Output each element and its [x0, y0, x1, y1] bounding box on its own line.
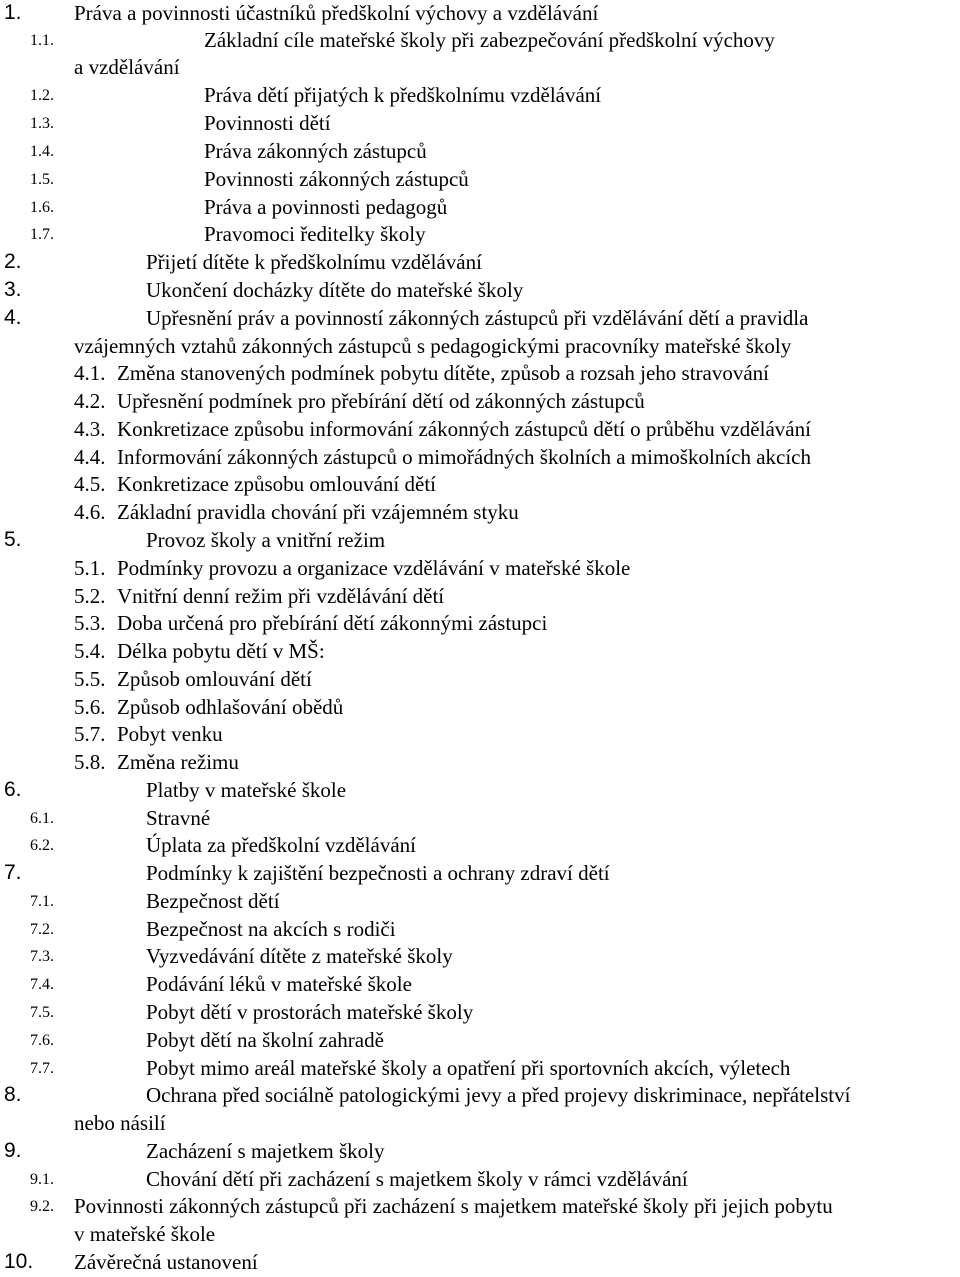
- entry-title: Pobyt dětí na školní zahradě: [146, 1028, 384, 1052]
- toc-entry-continuation: [0, 54, 960, 82]
- toc-entry: [0, 166, 960, 194]
- entry-number: 3.: [4, 278, 22, 301]
- toc-entry: [0, 721, 960, 749]
- entry-number: 7.1.: [30, 893, 54, 910]
- entry-number: 4.1.: [74, 361, 106, 385]
- entry-title: Upřesnění podmínek pro přebírání dětí od zákonných zástupců: [117, 389, 645, 413]
- entry-title: Způsob odhlašování obědů: [117, 695, 344, 719]
- toc-entry: [0, 27, 960, 55]
- toc-entry: [0, 194, 960, 222]
- toc-entry-continuation: [0, 1110, 960, 1138]
- toc-entry: [0, 1193, 960, 1221]
- entry-title: Provoz školy a vnitřní režim: [146, 528, 386, 552]
- entry-title: Chování dětí při zacházení s majetkem školy v rámci vzdělávání: [146, 1167, 688, 1191]
- toc-entry: [0, 138, 960, 166]
- entry-number: 1.6.: [30, 199, 54, 216]
- toc-entry: [0, 499, 960, 527]
- entry-title: Změna režimu: [117, 750, 239, 774]
- entry-title: Zacházení s majetkem školy: [146, 1139, 385, 1163]
- entry-title: a vzdělávání: [74, 55, 180, 79]
- entry-number: 1.5.: [30, 171, 54, 188]
- toc-entry: [0, 527, 960, 555]
- toc-entry: [0, 860, 960, 888]
- entry-title: Konkretizace způsobu informování zákonných zástupců dětí o průběhu vzdělávání: [117, 417, 811, 441]
- toc-entry: [0, 1027, 960, 1055]
- entry-number: 6.2.: [30, 837, 54, 854]
- toc-entry: [0, 1138, 960, 1166]
- toc-entry: [0, 610, 960, 638]
- toc-entry: [0, 0, 960, 28]
- entry-number: 7.5.: [30, 1004, 54, 1021]
- entry-title: nebo násilí: [74, 1111, 166, 1135]
- entry-number: 5.4.: [74, 639, 106, 663]
- toc-entry: [0, 416, 960, 444]
- entry-title: Podávání léků v mateřské škole: [146, 972, 412, 996]
- entry-number: 1.4.: [30, 143, 54, 160]
- toc-entry: [0, 1249, 960, 1277]
- entry-title: Konkretizace způsobu omlouvání dětí: [117, 472, 436, 496]
- entry-number: 7.: [4, 861, 22, 884]
- entry-number: 6.1.: [30, 810, 54, 827]
- toc-entry: [0, 888, 960, 916]
- entry-number: 5.5.: [74, 667, 106, 691]
- entry-number: 9.: [4, 1139, 22, 1162]
- entry-number: 1.: [4, 1, 22, 24]
- entry-number: 2.: [4, 250, 22, 273]
- entry-title: Doba určená pro přebírání dětí zákonnými zástupci: [117, 611, 548, 635]
- toc-entry: [0, 249, 960, 277]
- toc-entry: [0, 1082, 960, 1110]
- entry-title: Práva zákonných zástupců: [204, 139, 427, 163]
- toc-entry: [0, 1055, 960, 1083]
- toc-entry: [0, 666, 960, 694]
- entry-title: Základní cíle mateřské školy při zabezpečování předškolní výchovy: [204, 28, 775, 52]
- entry-title: Povinnosti zákonných zástupců: [204, 167, 469, 191]
- entry-title: Podmínky k zajištění bezpečnosti a ochrany zdraví dětí: [146, 861, 610, 885]
- entry-title: Způsob omlouvání dětí: [117, 667, 312, 691]
- toc-entry: [0, 583, 960, 611]
- entry-title: Práva a povinnosti účastníků předškolní výchovy a vzdělávání: [74, 1, 599, 25]
- toc-entry: [0, 777, 960, 805]
- entry-number: 5.2.: [74, 584, 106, 608]
- entry-title: Ochrana před sociálně patologickými jevy a před projevy diskriminace, nepřátelství: [146, 1083, 851, 1107]
- entry-number: 8.: [4, 1083, 22, 1106]
- entry-title: Povinnosti zákonných zástupců při zacházení s majetkem mateřské školy při jejich pobytu: [74, 1194, 833, 1218]
- entry-title: Vnitřní denní režim při vzdělávání dětí: [117, 584, 445, 608]
- entry-title: Pravomoci ředitelky školy: [204, 222, 426, 246]
- entry-number: 4.3.: [74, 417, 106, 441]
- entry-number: 5.1.: [74, 556, 106, 580]
- entry-number: 4.4.: [74, 445, 106, 469]
- entry-title: Bezpečnost dětí: [146, 889, 280, 913]
- entry-title: Podmínky provozu a organizace vzdělávání v mateřské škole: [117, 556, 631, 580]
- toc-entry: [0, 1166, 960, 1194]
- entry-number: 4.5.: [74, 472, 106, 496]
- entry-title: Délka pobytu dětí v MŠ:: [117, 639, 325, 663]
- entry-title: Platby v mateřské škole: [146, 778, 347, 802]
- toc-entry: [0, 694, 960, 722]
- entry-title: Práva a povinnosti pedagogů: [204, 195, 448, 219]
- entry-number: 4.: [4, 306, 22, 329]
- entry-title: v mateřské škole: [74, 1222, 216, 1246]
- entry-number: 1.2.: [30, 87, 54, 104]
- toc-entry: [0, 82, 960, 110]
- entry-number: 1.7.: [30, 226, 54, 243]
- toc-entry: [0, 360, 960, 388]
- toc-entry: [0, 471, 960, 499]
- entry-number: 10.: [4, 1250, 34, 1273]
- entry-title: Informování zákonných zástupců o mimořádných školních a mimoškolních akcích: [117, 445, 811, 469]
- entry-title: Pobyt mimo areál mateřské školy a opatření při sportovních akcích, výletech: [146, 1056, 791, 1080]
- entry-title: Vyzvedávání dítěte z mateřské školy: [146, 944, 453, 968]
- toc-entry-continuation: [0, 1221, 960, 1249]
- toc-entry: [0, 555, 960, 583]
- entry-number: 9.2.: [30, 1198, 54, 1215]
- toc-entry: [0, 943, 960, 971]
- toc-entry: [0, 110, 960, 138]
- entry-number: 1.3.: [30, 115, 54, 132]
- entry-title: Přijetí dítěte k předškolnímu vzdělávání: [146, 250, 482, 274]
- entry-number: 5.7.: [74, 722, 106, 746]
- entry-number: 4.6.: [74, 500, 106, 524]
- toc-entry: [0, 277, 960, 305]
- entry-title: Bezpečnost na akcích s rodiči: [146, 917, 396, 941]
- entry-title: vzájemných vztahů zákonných zástupců s pedagogickými pracovníky mateřské školy: [74, 334, 792, 358]
- toc-entry-continuation: [0, 333, 960, 361]
- entry-number: 9.1.: [30, 1171, 54, 1188]
- toc-entry: [0, 832, 960, 860]
- entry-title: Práva dětí přijatých k předškolnímu vzdělávání: [204, 83, 602, 107]
- entry-number: 5.: [4, 528, 22, 551]
- entry-number: 7.2.: [30, 921, 54, 938]
- entry-title: Pobyt venku: [117, 722, 223, 746]
- toc-entry: [0, 999, 960, 1027]
- entry-number: 5.3.: [74, 611, 106, 635]
- entry-title: Povinnosti dětí: [204, 111, 331, 135]
- entry-number: 6.: [4, 778, 22, 801]
- toc-entry: [0, 221, 960, 249]
- toc-entry: [0, 916, 960, 944]
- entry-number: 7.4.: [30, 976, 54, 993]
- entry-number: 7.6.: [30, 1032, 54, 1049]
- entry-number: 1.1.: [30, 32, 54, 49]
- toc-entry: [0, 444, 960, 472]
- entry-title: Změna stanovených podmínek pobytu dítěte, způsob a rozsah jeho stravování: [117, 361, 769, 385]
- entry-title: Stravné: [146, 806, 211, 830]
- entry-number: 4.2.: [74, 389, 106, 413]
- entry-title: Ukončení docházky dítěte do mateřské školy: [146, 278, 524, 302]
- entry-title: Základní pravidla chování při vzájemném styku: [117, 500, 519, 524]
- entry-number: 7.7.: [30, 1060, 54, 1077]
- toc-entry: [0, 388, 960, 416]
- toc-entry: [0, 305, 960, 333]
- entry-number: 7.3.: [30, 948, 54, 965]
- entry-title: Závěrečná ustanovení: [74, 1250, 258, 1274]
- toc-entry: [0, 971, 960, 999]
- entry-number: 5.6.: [74, 695, 106, 719]
- toc-entry: [0, 805, 960, 833]
- entry-title: Úplata za předškolní vzdělávání: [146, 833, 416, 857]
- toc-entry: [0, 638, 960, 666]
- entry-title: Pobyt dětí v prostorách mateřské školy: [146, 1000, 474, 1024]
- entry-number: 5.8.: [74, 750, 106, 774]
- toc-entry: [0, 749, 960, 777]
- entry-title: Upřesnění práv a povinností zákonných zástupců při vzdělávání dětí a pravidla: [146, 306, 809, 330]
